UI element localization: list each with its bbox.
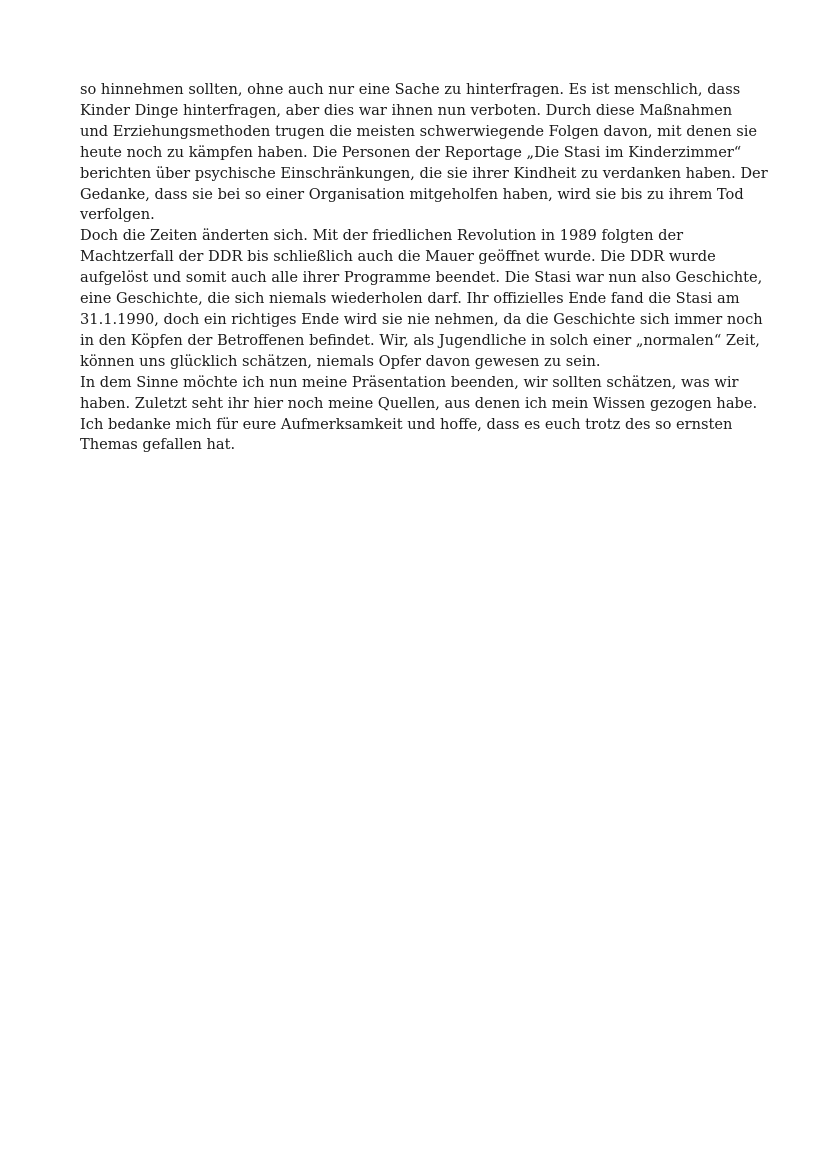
- text-line: und Erziehungsmethoden trugen die meisten schwerwiegende Folgen davon, mit denen sie: [80, 122, 758, 140]
- body-text: [80, 80, 768, 456]
- text-line: Machtzerfall der DDR bis schließlich auch die Mauer geöffnet wurde. Die DDR wurde: [80, 248, 716, 266]
- text-line: Themas gefallen hat.: [80, 436, 236, 454]
- text-line: so hinnehmen sollten, ohne auch nur eine Sache zu hinterfragen. Es ist menschlich, dass: [80, 81, 741, 98]
- text-line: in den Köpfen der Betroffenen befindet. Wir, als Jugendliche in solch einer „normalen“ Zeit,: [80, 331, 760, 349]
- text-line: Kinder Dinge hinterfragen, aber dies war ihnen nun verboten. Durch diese Maßnahmen: [80, 101, 733, 119]
- text-line: berichten über psychische Einschränkungen, die sie ihrer Kindheit zu verdanken haben. Der: [80, 164, 768, 182]
- text-line: 31.1.1990, doch ein richtiges Ende wird sie nie nehmen, da die Geschichte sich immer noch: [80, 310, 763, 328]
- text-line: eine Geschichte, die sich niemals wiederholen darf. Ihr offizielles Ende fand die Stasi am: [80, 290, 740, 308]
- text-line: können uns glücklich schätzen, niemals Opfer davon gewesen zu sein.: [80, 352, 601, 370]
- text-line: Doch die Zeiten änderten sich. Mit der friedlichen Revolution in 1989 folgten der: [80, 227, 684, 245]
- text-line: haben. Zuletzt seht ihr hier noch meine Quellen, aus denen ich mein Wissen gezogen habe.: [80, 394, 758, 412]
- text-line: verfolgen.: [80, 206, 155, 224]
- text-line: In dem Sinne möchte ich nun meine Präsentation beenden, wir sollten schätzen, was wir: [80, 373, 739, 391]
- text-line: Gedanke, dass sie bei so einer Organisation mitgeholfen haben, wird sie bis zu ihrem Tod: [80, 185, 744, 203]
- text-line: aufgelöst und somit auch alle ihrer Programme beendet. Die Stasi war nun also Geschichte,: [80, 269, 763, 287]
- text-line: Ich bedanke mich für eure Aufmerksamkeit und hoffe, dass es euch trotz des so ernsten: [80, 415, 733, 433]
- text-line: heute noch zu kämpfen haben. Die Personen der Reportage „Die Stasi im Kinderzimmer“: [80, 143, 742, 161]
